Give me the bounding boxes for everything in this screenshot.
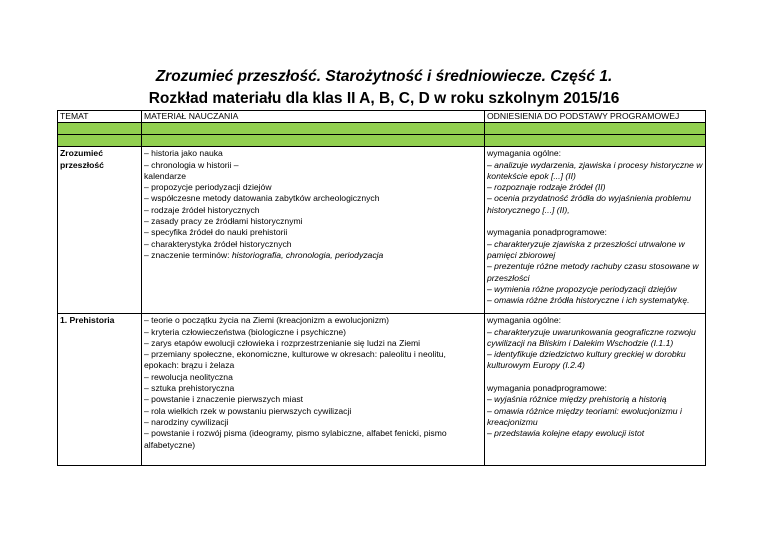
requirement-item: – charakteryzuje zjawiska z przeszłości utrwalone w pamięci zbiorowej	[487, 238, 685, 260]
material-item: – kryteria człowieczeństwa (biologiczne i psychiczne)	[144, 326, 347, 337]
material-item: – współczesne metody datowania zabytków archeologicznych	[144, 193, 380, 204]
terms-list: historiografia, chronologia, periodyzacja	[231, 249, 384, 260]
material-item: – powstanie i rozwój pisma (ideogramy, pismo sylabiczne, alfabet fenicki, pismo alfabetyczne)	[144, 428, 447, 450]
requirement-item: – przedstawia kolejne etapy ewolucji istot	[487, 428, 645, 439]
material-item: – charakterystyka źródeł historycznych	[144, 238, 292, 249]
document-title: Zrozumieć przeszłość. Starożytność i średniowiecze. Część 1.	[155, 68, 613, 85]
general-requirements-label: wymagania ogólne:	[487, 315, 562, 326]
header-topic: TEMAT	[58, 111, 142, 123]
requirement-item: – rozpoznaje rodzaje źródeł (II)	[487, 182, 606, 193]
material-item: – teorie o początku życia na Ziemi (kreacjonizm a ewolucjonizm)	[144, 315, 390, 326]
material-item: – specyfika źródeł do nauki prehistorii	[144, 227, 288, 238]
green-separator-row	[58, 123, 706, 135]
material-item: – propozycje periodyzacji dziejów	[144, 182, 272, 193]
requirement-item: – wymienia różne propozycje periodyzacji dziejów	[487, 283, 677, 294]
table-row	[58, 147, 706, 314]
table-header-row	[58, 111, 706, 123]
topic-cell	[58, 147, 142, 314]
references-cell	[485, 147, 706, 314]
requirement-item: – prezentuje różne metody rachuby czasu stosowane w przeszłości	[487, 261, 699, 283]
material-item: – rodzaje źródeł historycznych	[144, 204, 260, 215]
material-item: – zarys etapów ewolucji człowieka i rozprzestrzenianie się ludzi na Ziemi	[144, 337, 421, 348]
material-cell	[142, 314, 485, 466]
material-item	[144, 250, 482, 261]
requirement-item: – wyjaśnia różnice między prehistorią a historią	[487, 394, 667, 405]
general-requirements-label: wymagania ogólne:	[487, 148, 562, 159]
header-material: MATERIAŁ NAUCZANIA	[142, 111, 485, 123]
green-separator-row	[58, 135, 706, 147]
terms-prefix: – znaczenie terminów:	[144, 249, 232, 260]
material-item: – przemiany społeczne, ekonomiczne, kulturowe w okresach: paleolitu i neolitu, epokach: brązu i żelaza	[144, 349, 446, 371]
requirement-item: – omawia różne źródła historyczne i ich systematykę.	[487, 295, 690, 306]
material-cell	[142, 147, 485, 314]
material-item: kalendarze	[144, 170, 187, 181]
requirement-item: – charakteryzuje uwarunkowania geograficzne rozwoju cywilizacji na Bliskim i Dalekim Wschodzie (I.1.1)	[487, 326, 696, 348]
material-item: – rola wielkich rzek w powstaniu pierwszych cywilizacji	[144, 405, 352, 416]
topic-cell	[58, 314, 142, 466]
requirement-item: – analizuje wydarzenia, zjawiska i procesy historyczne w kontekście epok [...] (II)	[487, 159, 703, 181]
document-subtitle: Rozkład materiału dla klas II A, B, C, D w roku szkolnym 2015/16	[148, 90, 620, 107]
material-item: – chronologia w historii –	[144, 159, 239, 170]
topic-text: 1. Prehistoria	[60, 315, 115, 326]
requirement-item: – identyfikuje dziedzictwo kultury greckiej w dorobku kulturowym Europy (I.2.4)	[487, 349, 686, 371]
material-item: – zasady pracy ze źródłami historycznymi	[144, 216, 303, 227]
references-cell	[485, 314, 706, 466]
requirement-item: – ocenia przydatność źródła do wyjaśnienia problemu historycznego [...] (II),	[487, 193, 691, 215]
header-references: ODNIESIENIA DO PODSTAWY PROGRAMOWEJ	[485, 111, 706, 123]
extra-requirements-label: wymagania ponadprogramowe:	[487, 227, 607, 238]
material-item: – historia jako nauka	[144, 148, 223, 159]
material-item: – powstanie i znaczenie pierwszych miast	[144, 394, 304, 405]
material-item: – narodziny cywilizacji	[144, 416, 229, 427]
extra-requirements-label: wymagania ponadprogramowe:	[487, 383, 607, 394]
table-row	[58, 314, 706, 466]
curriculum-table	[57, 110, 706, 466]
material-item: – sztuka prehistoryczna	[144, 383, 235, 394]
topic-text: Zrozumieć przeszłość	[60, 148, 104, 170]
requirement-item: – omawia różnice między teoriami: ewolucjonizmu i kreacjonizmu	[487, 405, 682, 427]
material-item: – rewolucja neolityczna	[144, 371, 233, 382]
